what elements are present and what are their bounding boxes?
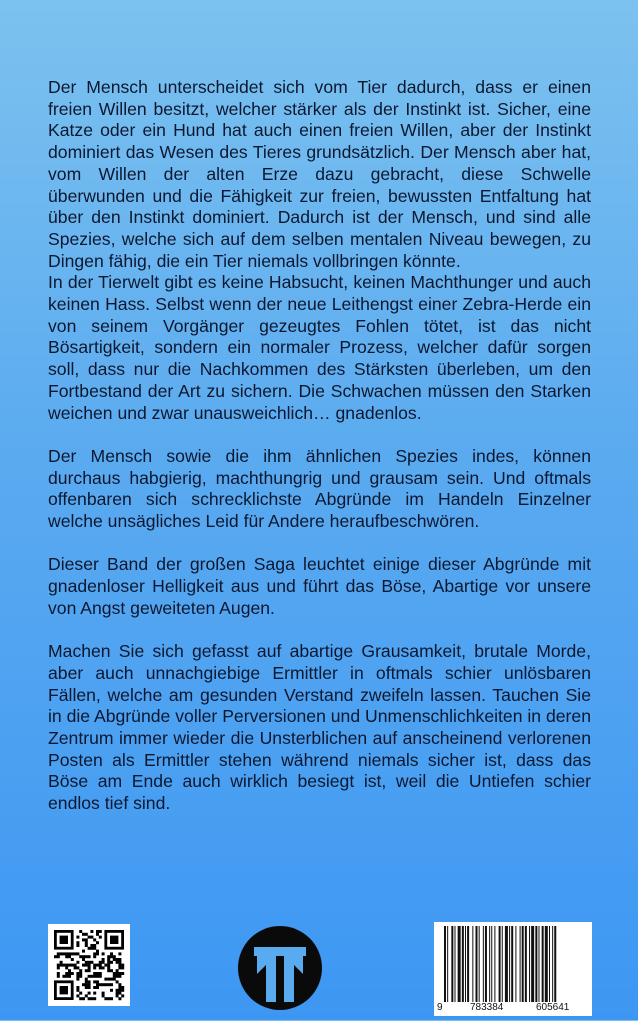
paragraph-4: Dieser Band der großen Saga leuchtet einige dieser Abgründe mit gnadenloser Helligkeit aus und führt das Böse, Abartige vor unsere von Angst geweiteten Augen. (48, 554, 591, 618)
paragraph-3: Der Mensch sowie die ihm ähnlichen Spezies indes, können durchaus habgierig, machthungrig und grausam sein. Und oftmals offenbaren sich schrecklichste Abgründe im Handeln Einzelner welche unsägliches Leid für Andere heraufbeschwören. (48, 445, 591, 532)
paragraph-1: Der Mensch unterscheidet sich vom Tier dadurch, dass er einen freien Willen besitzt, welcher stärker als der Instinkt ist. Sicher, eine Katze oder ein Hund hat auch einen freien Willen, aber der Instinkt dominiert das Wesen des Tieres grundsätzlich. Der Mensch aber hat, vom Willen der alten Erze dazu gebracht, diese Schwelle überwunden und die Fähigkeit zur freien, bewussten Entfaltung hat über den Instinkt dominiert. Dadurch ist der Mensch, und sind alle Spezies, welche sich auf dem selben mentalen Niveau bewegen, zu Dingen fähig, die ein Tier niemals vollbringen könnte. (48, 77, 591, 271)
barcode-digits (434, 1002, 592, 1014)
barcode-digits-right: 605641 (536, 1002, 570, 1013)
barcode-digits-left: 783384 (470, 1002, 504, 1013)
barcode-digit-first: 9 (437, 1002, 443, 1013)
qr-code[interactable] (48, 924, 130, 1006)
paragraph-5: Machen Sie sich gefasst auf abartige Grausamkeit, brutale Morde, aber auch unnachgiebige Ermittler in oftmals schier unlösbaren Fällen, welche am gesunden Verstand zweifeln lassen. Tauchen Sie in die Abgründe voller Perversionen und Unmenschlichkeiten in deren Zentrum immer wieder die Unsterblichen auf anscheinend verlorenen Posten als Ermittler stehen während niemals sicher ist, dass das Böse am Ende auch wirklich besiegt ist, weil die Untiefen schier endlos tief sind. (48, 641, 591, 814)
publisher-logo-icon (237, 925, 323, 1011)
paragraph-2: In der Tierwelt gibt es keine Habsucht, keinen Machthunger und auch keinen Hass. Selbst wenn der neue Leithengst einer Zebra-Herde ein von seinem Vorgänger gezeugtes Fohlen tötet, ist das nicht Bösartigkeit, sondern ein normaler Prozess, welcher dafür sorgen soll, dass nur die Nachkommen des Stärksten überleben, um den Fortbestand der Art zu sichern. Die Schwachen müssen den Starken weichen und zwar unausweichlich… gnadenlos. (48, 272, 591, 423)
isbn-barcode (434, 922, 592, 1016)
blurb-text (48, 77, 591, 815)
